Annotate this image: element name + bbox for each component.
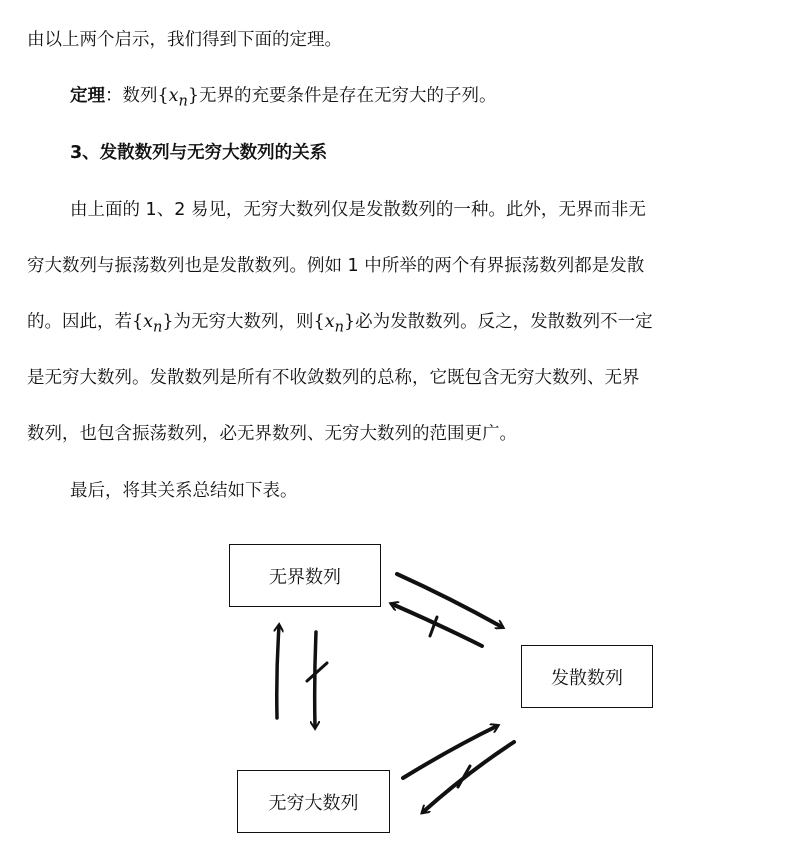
math-brace-open: { [157, 86, 169, 106]
math-brace-close: } [162, 312, 174, 332]
paragraph-line-5: 数列，也包含振荡数列，必无界数列、无穷大数列的范围更广。 [27, 424, 517, 444]
math-brace-close: } [343, 312, 356, 332]
arrow-infinite-to-unbounded [277, 626, 279, 718]
paragraph-line-3-c: 必为发散数列。反之，发散数列不一定 [355, 312, 653, 332]
section-title: 3、发散数列与无穷大数列的关系 [70, 143, 328, 163]
arrow-infinite-to-divergent [403, 726, 497, 778]
theorem-label: 定理 [70, 86, 105, 106]
paragraph-summary: 最后，将其关系总结如下表。 [70, 481, 298, 501]
box-infinite-sequence [237, 770, 390, 833]
arrow-unbounded-to-infinite-crossed [307, 632, 327, 727]
paragraph-line-4: 是无穷大数列。发散数列是所有不收敛数列的总称，它既包含无穷大数列、无界 [27, 368, 640, 388]
box-unbounded-label: 无界数列 [269, 566, 341, 588]
arrow-divergent-to-infinite-crossed [423, 742, 514, 812]
math-brace-open: { [313, 312, 325, 332]
paragraph-line-2: 穷大数列与振荡数列也是发散数列。例如 1 中所举的两个有界振荡数列都是发散 [27, 256, 645, 276]
math-sub: n [153, 318, 163, 336]
theorem-text-post: 无界的充要条件是存在无穷大的子列。 [199, 86, 497, 106]
math-var: x [168, 86, 179, 106]
math-brace-close: } [187, 86, 200, 106]
theorem-colon: ： [105, 86, 123, 106]
paragraph-intro: 由以上两个启示，我们得到下面的定理。 [27, 30, 342, 50]
paragraph-line-3-b: 为无穷大数列，则 [173, 312, 314, 332]
box-unbounded-sequence [229, 544, 381, 607]
math-sub: n [334, 318, 344, 336]
math-sub: n [178, 92, 188, 110]
paragraph-line-1: 由上面的 1、2 易见，无穷大数列仅是发散数列的一种。此外，无界而非无 [70, 200, 646, 220]
math-brace-open: { [132, 312, 144, 332]
box-divergent-sequence [521, 645, 653, 708]
theorem-text-pre: 数列 [122, 86, 158, 106]
math-var: x [324, 312, 335, 332]
box-divergent-label: 发散数列 [551, 667, 623, 689]
box-infinite-label: 无穷大数列 [268, 792, 359, 814]
math-var: x [143, 312, 154, 332]
negation-slash [307, 663, 327, 681]
paragraph-line-3-a: 的。因此，若 [27, 312, 132, 332]
arrow-unbounded-to-divergent [397, 574, 502, 627]
